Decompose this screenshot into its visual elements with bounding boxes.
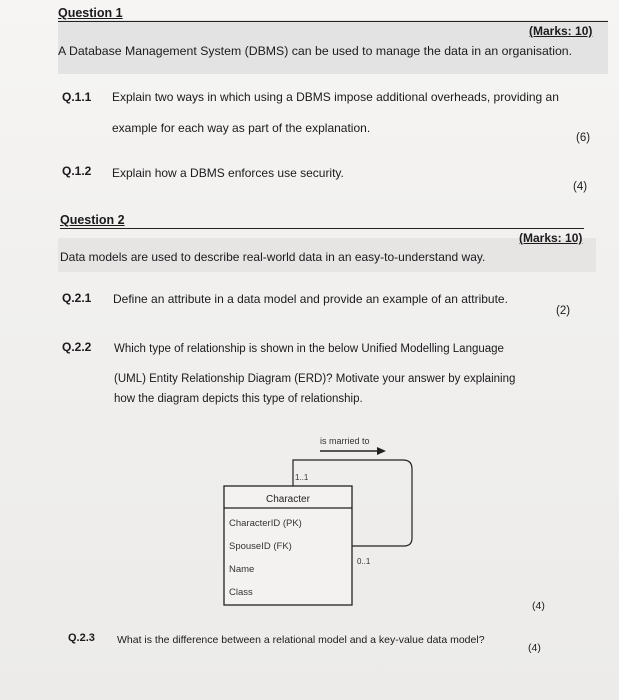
q-2-2-number: Q.2.2 [62,340,92,354]
q-2-1-number: Q.2.1 [62,291,92,305]
entity-name: Character [266,494,310,505]
question-2-intro: Data models are used to describe real-world data in an easy-to-understand way. [60,250,486,264]
q-2-2-text-line-2: (UML) Entity Relationship Diagram (ERD)? Motivate your answer by explaining [114,373,516,385]
attribute-character-id: CharacterID (PK) [229,518,302,529]
attribute-name: Name [229,564,255,575]
q-1-2-number: Q.1.2 [62,164,92,178]
question-1-title: Question 1 [58,6,123,20]
question-1-marks: (Marks: 10) [529,24,593,38]
q-1-2-marks: (4) [573,181,588,193]
attribute-spouse-id: SpouseID (FK) [229,541,292,552]
q-1-2-text: Explain how a DBMS enforces use security. [112,166,344,180]
relationship-arrowhead-icon [377,447,386,455]
q-2-2-text-line-1: Which type of relationship is shown in the below Unified Modelling Language [114,343,504,355]
q-2-1-marks: (2) [556,305,571,317]
q-2-3-number: Q.2.3 [68,632,95,644]
q-2-1-text: Define an attribute in a data model and provide an example of an attribute. [113,292,508,306]
attribute-class: Class [229,587,253,598]
q-2-3-text: What is the difference between a relational model and a key-value data model? [117,634,485,646]
question-2-title: Question 2 [60,213,125,227]
q-2-2-marks: (4) [532,600,545,612]
multiplicity-side: 0..1 [357,557,371,566]
relationship-label: is married to [320,436,370,446]
multiplicity-top: 1..1 [295,473,309,482]
q-2-2-text-line-3: how the diagram depicts this type of relationship. [114,393,363,405]
q-1-1-marks: (6) [576,132,591,144]
q-1-1-text-line-2: example for each way as part of the explanation. [112,121,371,135]
question-1-intro: A Database Management System (DBMS) can be used to manage the data in an organisation. [58,44,573,58]
question-2-marks: (Marks: 10) [519,231,583,245]
q-1-1-number: Q.1.1 [62,90,92,104]
q-1-1-text-line-1: Explain two ways in which using a DBMS impose additional overheads, providing an [112,90,559,104]
q-2-3-marks: (4) [528,642,541,654]
